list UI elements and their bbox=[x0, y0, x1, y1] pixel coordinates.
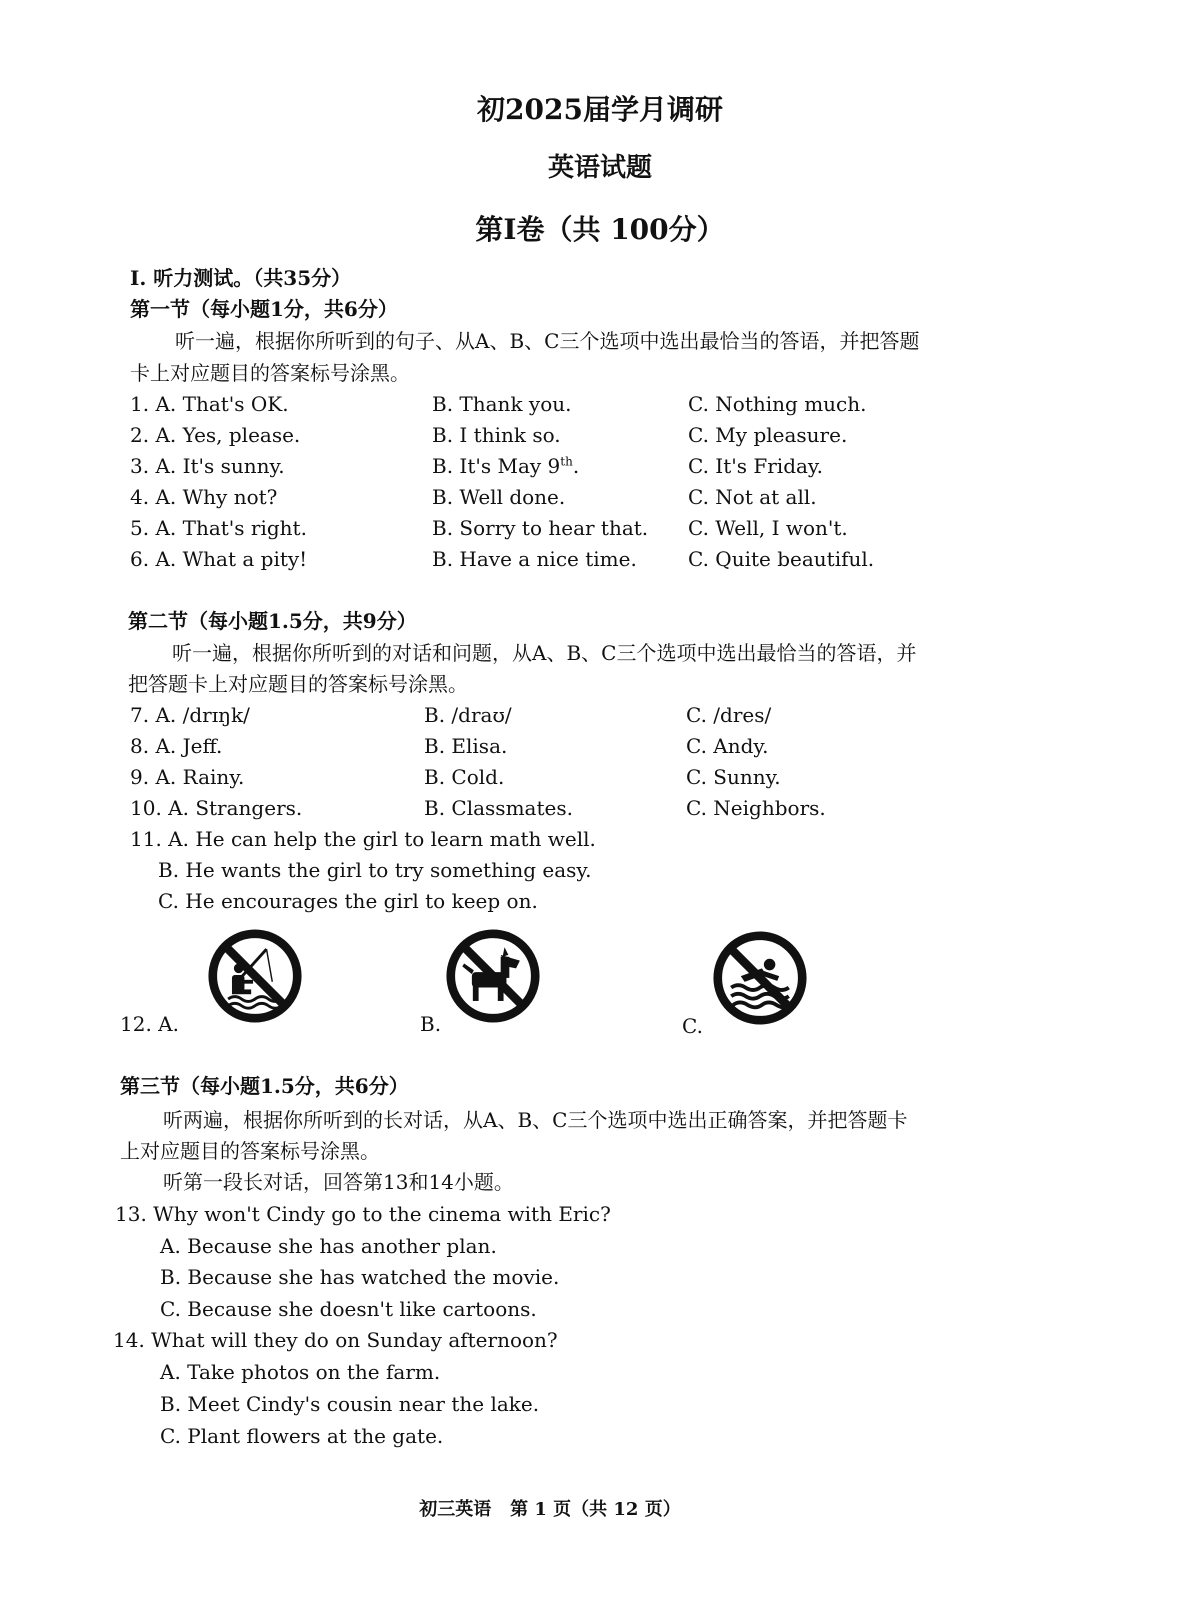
exam-title: 初2025届学月调研 bbox=[477, 93, 723, 126]
section-1-instruction-cont: 卡上对应题目的答案标号涂黑。 bbox=[130, 361, 410, 385]
section-1-instruction: 听一遍，根据你所听到的句子、从A、B、C三个选项中选出最恰当的答语，并把答题 bbox=[175, 329, 920, 353]
q8-option-c: C. Andy. bbox=[686, 734, 769, 758]
q13-option-b: B. Because she has watched the movie. bbox=[160, 1265, 560, 1289]
q3-option-a: 3. A. It's sunny. bbox=[130, 454, 285, 478]
q1-option-a: 1. A. That's OK. bbox=[130, 392, 289, 416]
q8-option-a: 8. A. Jeff. bbox=[130, 734, 223, 758]
q14-option-a: A. Take photos on the farm. bbox=[160, 1360, 441, 1384]
section-3-instruction: 听两遍，根据你所听到的长对话，从A、B、C三个选项中选出正确答案，并把答题卡 bbox=[163, 1108, 908, 1132]
q12-option-c: C. bbox=[682, 1014, 703, 1038]
section-3-instruction-cont: 上对应题目的答案标号涂黑。 bbox=[120, 1139, 380, 1163]
section-2-heading: 第二节（每小题1.5分，共9分） bbox=[128, 609, 417, 633]
section-1-heading: 第一节（每小题1分，共6分） bbox=[130, 297, 398, 321]
q7-option-b: B. /draʊ/ bbox=[424, 703, 512, 727]
q3-option-c: C. It's Friday. bbox=[688, 454, 823, 478]
q11-option-a: 11. A. He can help the girl to learn math well. bbox=[130, 827, 596, 851]
q7-option-c: C. /dres/ bbox=[686, 703, 772, 727]
q9-option-b: B. Cold. bbox=[424, 765, 505, 789]
q12-option-a: 12. A. bbox=[120, 1012, 179, 1036]
q4-option-a: 4. A. Why not? bbox=[130, 485, 278, 509]
q2-option-b: B. I think so. bbox=[432, 423, 561, 447]
q8-option-b: B. Elisa. bbox=[424, 734, 508, 758]
section-2-instruction: 听一遍，根据你所听到的对话和问题，从A、B、C三个选项中选出最恰当的答语，并 bbox=[172, 641, 917, 665]
q9-option-c: C. Sunny. bbox=[686, 765, 781, 789]
q1-option-c: C. Nothing much. bbox=[688, 392, 867, 416]
q11-option-c: C. He encourages the girl to keep on. bbox=[158, 889, 538, 913]
q10-option-c: C. Neighbors. bbox=[686, 796, 826, 820]
q5-option-c: C. Well, I won't. bbox=[688, 516, 848, 540]
q14-option-b: B. Meet Cindy's cousin near the lake. bbox=[160, 1392, 540, 1416]
section-3-dialogue-note: 听第一段长对话，回答第13和14小题。 bbox=[163, 1170, 514, 1194]
q13-question: 13. Why won't Cindy go to the cinema with Eric? bbox=[115, 1202, 611, 1226]
q10-option-a: 10. A. Strangers. bbox=[130, 796, 303, 820]
section-2-instruction-cont: 把答题卡上对应题目的答案标号涂黑。 bbox=[128, 672, 468, 696]
part-heading: I. 听力测试。（共35分） bbox=[130, 266, 352, 290]
q11-option-b: B. He wants the girl to try something easy. bbox=[158, 858, 592, 882]
q12-option-b: B. bbox=[420, 1012, 442, 1036]
q5-option-b: B. Sorry to hear that. bbox=[432, 516, 649, 540]
q6-option-c: C. Quite beautiful. bbox=[688, 547, 875, 571]
section-3-heading: 第三节（每小题1.5分，共6分） bbox=[120, 1074, 409, 1098]
q2-option-a: 2. A. Yes, please. bbox=[130, 423, 301, 447]
no-fishing-icon bbox=[207, 928, 303, 1024]
q9-option-a: 9. A. Rainy. bbox=[130, 765, 245, 789]
q3-option-b: B. It's May 9th. bbox=[432, 454, 580, 478]
no-dogs-icon bbox=[445, 928, 541, 1024]
volume-heading: 第I卷（共 100分） bbox=[475, 213, 725, 246]
q4-option-c: C. Not at all. bbox=[688, 485, 817, 509]
page-footer: 初三英语 第 1 页（共 12 页） bbox=[419, 1499, 681, 1520]
q7-option-a: 7. A. /drɪŋk/ bbox=[130, 703, 250, 727]
q13-option-c: C. Because she doesn't like cartoons. bbox=[160, 1297, 537, 1321]
exam-subject: 英语试题 bbox=[547, 153, 652, 183]
q6-option-a: 6. A. What a pity! bbox=[130, 547, 308, 571]
q4-option-b: B. Well done. bbox=[432, 485, 566, 509]
q14-question: 14. What will they do on Sunday afternoon? bbox=[113, 1328, 558, 1352]
q5-option-a: 5. A. That's right. bbox=[130, 516, 307, 540]
q1-option-b: B. Thank you. bbox=[432, 392, 572, 416]
q2-option-c: C. My pleasure. bbox=[688, 423, 848, 447]
q14-option-c: C. Plant flowers at the gate. bbox=[160, 1424, 444, 1448]
no-swimming-icon bbox=[712, 930, 808, 1026]
q10-option-b: B. Classmates. bbox=[424, 796, 573, 820]
q13-option-a: A. Because she has another plan. bbox=[160, 1234, 497, 1258]
q6-option-b: B. Have a nice time. bbox=[432, 547, 637, 571]
